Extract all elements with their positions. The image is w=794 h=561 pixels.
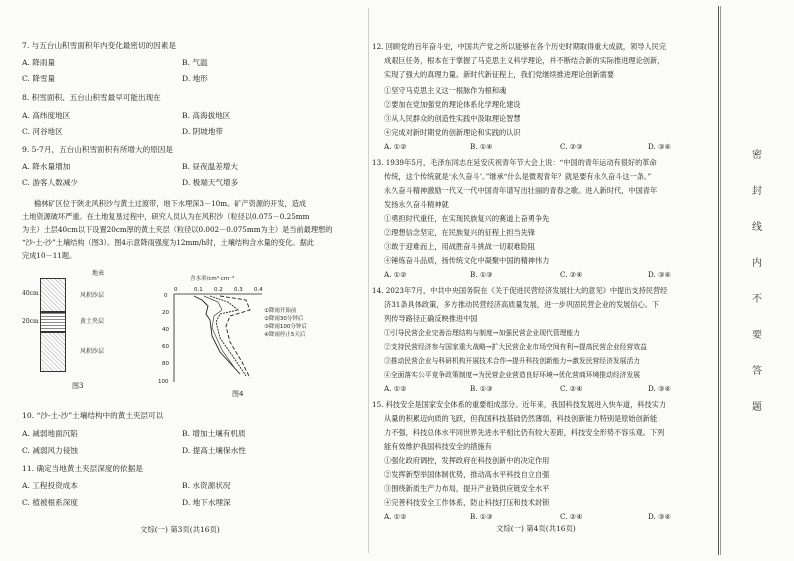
q14-item: ③推动民营企业与科研机构开展技术合作→提升科技创新能力→激发民营经济发展活力 [384,357,641,365]
q13-option-c[interactable]: C. ②④ [560,270,583,279]
q14-option-d[interactable]: D. ③④ [648,384,671,393]
q11-stem: 11. 确定当地黄土夹层深度的依据是 [22,464,143,473]
right-page-footer: 文综(一) 第4页(共16页) [496,524,576,534]
fig3-caption: 图3 [72,382,84,390]
q12-item: ①坚守马克思主义这一根脉作为根和魂 [384,86,507,95]
q8-option-a[interactable]: A. 高纬度地区 [22,111,71,120]
q12-stem-line: 实现了强大的真理力量。新时代新征程上，我们党继续推进理论创新需要 [384,70,615,79]
q10-option-a[interactable]: A. 减弱地面沉陷 [22,429,78,438]
q9-stem: 9. 5-7月，五台山积雪面积有所增大的原因是 [22,145,173,154]
binding-char: 线 [752,222,762,233]
q15-stem-line: 力不强，科技总体水平同世界先进水平相比仍有较大差距，科技安全形势不容乐观。下列 [384,428,665,437]
q15-stem-line: 能有效维护我国科技安全的措施有 [384,442,492,451]
q12-option-a[interactable]: A. ①② [384,142,407,151]
left-page-footer: 文综(一) 第3页(共16页) [140,525,220,534]
q9-option-d[interactable]: D. 极端天气增多 [182,178,239,187]
q10-option-b[interactable]: B. 增加土壤有机质 [182,429,246,438]
q13-stem-line: 传统，这个传统就是‘永久奋斗’。”继承“什么是微观青年？就是要有永久奋斗这一条。” [384,172,652,181]
q10-stem: 10. “沙-土-沙”土壤结构中的黄土夹层可以 [22,411,164,420]
fig4-x-tick: 0.3 [234,287,243,293]
q12-item: ②要加在党加强党的理论体系化学理化建设 [384,100,521,109]
passage-line: 土地资源破坏严重。在土地复垦过程中，研究人员认为在风积沙（粒径以0.075－0.25mm [22,212,310,221]
q12-stem-line: 成艰巨任务，根本在于掌握了马克思主义科学理论，并不断结合新的实际推进理论创新， [384,56,665,65]
fig4-axis-title: 含水率/cm³·cm⁻³ [190,276,235,282]
q12-item: ④完成对新时期党的创新理论和实践的认识 [384,128,521,137]
q15-option-a[interactable]: A. ①② [384,512,407,521]
q13-stem-line: 永久奋斗精神激励一代又一代中国青年谱写出壮丽的青春之歌。进入新时代，中国青年 [384,186,658,195]
q13-option-a[interactable]: A. ①② [384,270,407,279]
fig3-loess-layer [40,312,66,332]
fig4-legend-item: ④降雨停止5天后 [264,332,306,338]
binding-line [720,6,721,555]
q8-option-b[interactable]: B. 高海拔地区 [182,111,231,120]
binding-char: 封 [752,186,762,197]
fig4-y-tick: 80 [162,361,169,367]
q12-option-b[interactable]: B. ①④ [470,142,493,151]
q7-option-c[interactable]: C. 降雪量 [22,74,56,83]
passage-line: “沙-土-沙”土壤结构（图3）。图4示意降雨强度为12mm/h时，土壤结构含水量的变化。据此 [22,238,314,247]
binding-char: 不 [752,294,762,305]
q10-option-c[interactable]: C. 减弱风力侵蚀 [22,446,78,455]
q8-option-c[interactable]: C. 河谷地区 [22,127,63,136]
fig4-x-tick: 0.2 [214,287,223,293]
fig4-curve-4 [204,296,236,370]
q13-item: ①勇担时代重任，在实现民族复兴的赛道上奋勇争先 [384,214,550,223]
fig4-y-tick: 20 [162,310,169,316]
fig4-legend-item: ①降雨开始前 [264,308,297,314]
q7-stem: 7. 与五台山积雪面积年内变化最密切的因素是 [22,41,176,50]
fig4-x-tick: 0.4 [254,287,263,293]
q14-stem-line: 14. 2023年7月，中共中央国务院在《关于促进民营经济发展壮大的意见》中提出支持民营经 [372,286,668,295]
q11-option-b[interactable]: B. 水资源状况 [182,481,231,490]
passage-line: 为主）土层40cm以下设置20cm厚的黄土夹层（粒径以0.002－0.075mm为主）是当前最理想的 [22,225,333,234]
q7-option-a[interactable]: A. 降雨量 [22,58,56,67]
page-fold-divider [368,8,369,553]
q14-option-a[interactable]: A. ①② [384,384,407,393]
q13-item: ④锤炼奋斗品质，扬传统文化中凝聚中国的精神伟力 [384,256,550,265]
right-page [370,0,710,561]
binding-char: 密 [752,150,762,161]
binding-char: 题 [752,402,762,413]
q14-stem-line: 列传导路径正确反映推进中国 [384,314,478,323]
q11-option-a[interactable]: A. 工程投资成本 [22,481,78,490]
q13-stem-line: 发扬永久奋斗精神就 [384,200,449,209]
q11-option-c[interactable]: C. 植被根系深度 [22,498,78,507]
fig3-layer2-label: 黄土夹层 [80,318,105,325]
fig4-curve-1 [194,296,240,374]
fig4-x-tick: 0.1 [194,287,203,293]
q15-item: ①强化政府调控，发挥政府在科技创新中的决定作用 [384,456,550,465]
q9-option-c[interactable]: C. 游客人数减少 [22,178,78,187]
fig4-curve-3 [220,296,250,378]
fig4-legend-item: ③降雨100分钟后 [264,324,307,330]
q14-option-c[interactable]: C. ②④ [560,384,583,393]
q14-item: ④全面落实公平竞争政策制度→为民营企业营造良好环境→优化营商环境推动经济发展 [384,371,641,379]
q13-option-b[interactable]: B. ①③ [470,270,493,279]
fig4-x-tick: 0 [174,287,178,293]
q15-option-c[interactable]: C. ②④ [560,512,583,521]
fig3-layer3-label: 风积沙层 [80,348,105,355]
fig3-sand-layer-bottom [40,332,66,372]
fig3-sand-layer-top [40,278,66,312]
fig4-y-tick: 100 [158,379,169,385]
fig3-dim-20: 20cm [22,318,39,325]
fig4-y-tick: 0 [164,293,168,299]
q15-stem-line: 从量的积累迈向质的飞跃，但我国科技基础仍然薄弱，科技创新能力特别是原始创新能 [384,414,658,423]
q13-item: ②理想信念坚定，在民族复兴的征程上担当先锋 [384,228,535,237]
left-page [0,0,368,561]
q15-item: ④完善科技安全工作体系，防止科技打压和技术封锁 [384,498,550,507]
fig4-legend-item: ②降雨30分钟后 [264,316,304,322]
binding-margin-strip [712,0,794,561]
q13-option-d[interactable]: D. ③④ [648,270,671,279]
q13-item: ③敢于迎难而上，用战胜奋斗挑战一切艰难险阻 [384,242,535,251]
q7-option-d[interactable]: D. 地形 [182,74,208,83]
binding-char: 要 [752,330,762,341]
q14-stem-line: 济31条具体政策，多方推动民营经济高质量发展，进一步巩固民营企业的发展信心。下 [384,300,660,309]
q12-option-c[interactable]: C. ②③ [560,142,583,151]
q15-item: ③围绕新质生产力布局，提升产业链供应链安全水平 [384,484,550,493]
fig3-layer1-label: 风积沙层 [80,292,105,299]
q9-option-b[interactable]: B. 昼夜温差增大 [182,162,238,171]
binding-char: 内 [752,258,762,269]
q12-option-d[interactable]: D. ③④ [648,142,671,151]
fig3-dim-40: 40cm [22,290,39,297]
q12-item: ③从人民群众的创造性实践中汲取理论智慧 [384,114,521,123]
q14-item: ①引导民营企业完善治理结构与制度→加强民营企业现代管理能力 [384,329,581,337]
fig4-y-tick: 60 [162,344,169,350]
q15-option-b[interactable]: B. ①③ [470,512,493,521]
q9-option-a[interactable]: A. 降水量增加 [22,162,71,171]
q7-option-b[interactable]: B. 气温 [182,58,208,67]
fig4-y-tick: 40 [162,327,169,333]
figure-3-soil-profile [22,270,130,392]
fig3-surface-label: 地表 [92,270,105,277]
q15-item: ②发挥新型举国体制优势，推动高水平科技自立自强 [384,470,550,479]
q10-option-d[interactable]: D. 提高土壤保水性 [182,446,246,455]
fig4-caption: 图4 [232,390,244,398]
binding-line [718,6,719,555]
passage-line: 完成10－11题。 [22,251,77,260]
q15-stem-line: 15. 科技安全是国家安全体系的重要组成部分。近年来，我国科技发展进入快车道，科技实力 [372,400,667,409]
q8-option-d[interactable]: D. 阴坡地带 [182,127,224,136]
binding-char: 答 [752,366,762,377]
q12-stem-line: 12. 回顾党的百年奋斗史，中国共产党之所以能够在各个历史时期取得重大成就，领导人民完 [372,42,667,51]
q14-option-b[interactable]: B. ①③ [470,384,493,393]
q8-stem: 8. 积雪面积、五台山积雪最早可能出现在 [22,93,161,102]
fig4-svg [150,266,350,398]
q11-option-d[interactable]: D. 地下水埋深 [182,498,231,507]
q15-option-d[interactable]: D. ③④ [648,512,671,521]
q14-item: ②支持民营经济参与国家重大战略→扩大民营企业市场空间有利→提高民营企业经营效益 [384,343,647,351]
passage-line: 榆林矿区位于陕北风积沙与黄土过渡带，地下水埋深3－10m。矿产资源的开发，造成 [34,199,307,208]
figure-4-moisture-chart [150,266,350,398]
q13-stem-line: 13. 1939年5月，毛泽东同志在延安庆祝青年节大会上说：“中国的青年运动有很好的革命 [372,158,657,167]
